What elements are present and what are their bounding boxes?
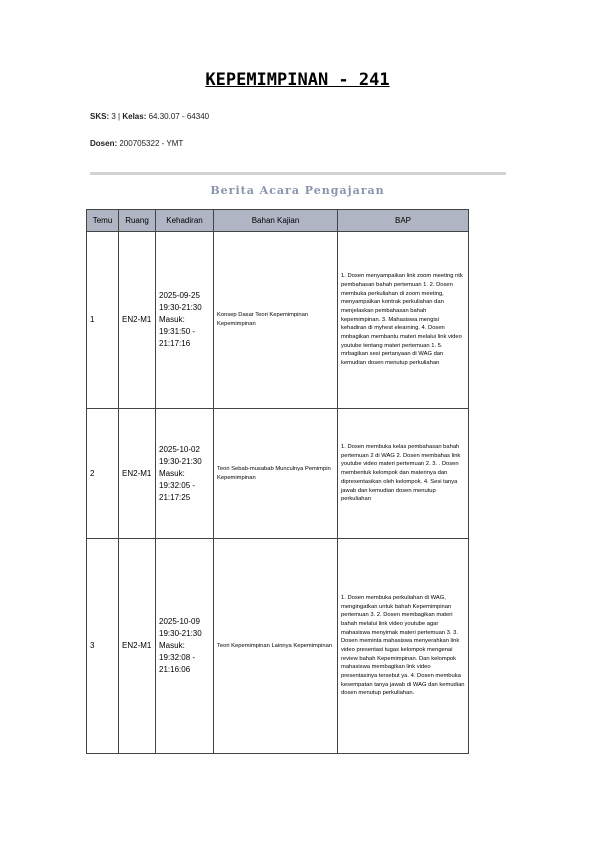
page-title: KEPEMIMPINAN - 241 <box>205 70 390 90</box>
bahan-kajian-cell: Teori Sebab-musabab Munculnya Pemimpin Kepemimpinan <box>214 409 338 539</box>
meta-separator: | <box>118 112 121 121</box>
temu-cell: 3 <box>87 539 119 754</box>
section-title: Berita Acara Pengajaran <box>210 184 385 197</box>
section-divider <box>90 172 506 175</box>
bap-table <box>86 209 469 754</box>
bahan-kajian-cell: Konsep Dasar Teori Kepemimpinan Kepemimpinan <box>214 232 338 409</box>
dosen-value: 200705322 - YMT <box>119 139 184 148</box>
header-bap: BAP <box>338 210 469 232</box>
table-row <box>87 539 469 754</box>
bahan-kajian-cell: Teori Kepemimpinan Lainnya Kepemimpinan <box>214 539 338 754</box>
table-row <box>87 232 469 409</box>
ruang-cell: EN2-M1 <box>119 409 156 539</box>
kehadiran-cell: 2025-10-02 19:30-21:30 Masuk: 19:32:05 - 21:17:25 <box>156 409 214 539</box>
kehadiran-cell: 2025-10-09 19:30-21:30 Masuk: 19:32:08 - 21:16:06 <box>156 539 214 754</box>
temu-cell: 1 <box>87 232 119 409</box>
bap-cell: 1. Dosen membuka kelas pembahasan bahah pertemuan 2 di WAG 2. Dosen membahas link youtube video materi pertemuan 2. 3. . Dosen membentuk kelompok dan materinya dan dipresentasikan oleh kelompok. 4. Sesi tanya jawab dan kemudian dosen menutup perkuliahan <box>338 409 469 539</box>
header-ruang: Ruang <box>119 210 156 232</box>
bap-cell: 1. Dosen menyampaikan link zoom meeting ntk pembahasan bahah pertemuan 1. 2. Dosen membuka perkuliahan di zoom meeting, menyampaikan kontrak perkuliahan dan menjelaskan pembahasan bahah kepemimpinan. 3. Mahasiswa mengisi kehadiran di myhest elearning. 4. Dosen mnbagikan membantu materi melalui link video youtube tentang materi pertemuan 1. 5. mrbagikan sesi pertanyaan di WAG dan kemudian dosen menutup perkuliahan <box>338 232 469 409</box>
kehadiran-cell: 2025-09-25 19:30-21:30 Masuk: 19:31:50 - 21:17:16 <box>156 232 214 409</box>
sks-label: SKS: <box>90 112 110 121</box>
header-temu: Temu <box>87 210 119 232</box>
table-header-row <box>87 210 469 232</box>
dosen-label: Dosen: <box>90 139 118 148</box>
kelas-value: 64.30.07 - 64340 <box>148 112 210 121</box>
bap-cell: 1. Dosen membuka perkuliahan di WAG, mengingatkan untuk bahah Kepemimpinan pertemuan 3. 2. Dosen membagikan materi bahah melalui link video youtube agar mahasiswa menyimak materi pertemuan 3. 3. Dosen meminta mahasiswa menyerahkan link video presentasi tugas kelompok mengenai review bahah Kepemimpinan. Dan kelompok mahasiswa membagikan link video presentasinya tersebut ya. 4. Dosen membuka kesempatan tanya jawab di WAG dan kemudian dosen menutup perkuliahan. <box>338 539 469 754</box>
lecturer-meta <box>90 139 183 148</box>
temu-cell: 2 <box>87 409 119 539</box>
header-kehadiran: Kehadiran <box>156 210 214 232</box>
ruang-cell: EN2-M1 <box>119 232 156 409</box>
table-row <box>87 409 469 539</box>
kelas-label: Kelas: <box>122 112 147 121</box>
class-meta <box>90 112 209 121</box>
sks-value: 3 <box>111 112 116 121</box>
ruang-cell: EN2-M1 <box>119 539 156 754</box>
header-bahan-kajian: Bahan Kajian <box>214 210 338 232</box>
